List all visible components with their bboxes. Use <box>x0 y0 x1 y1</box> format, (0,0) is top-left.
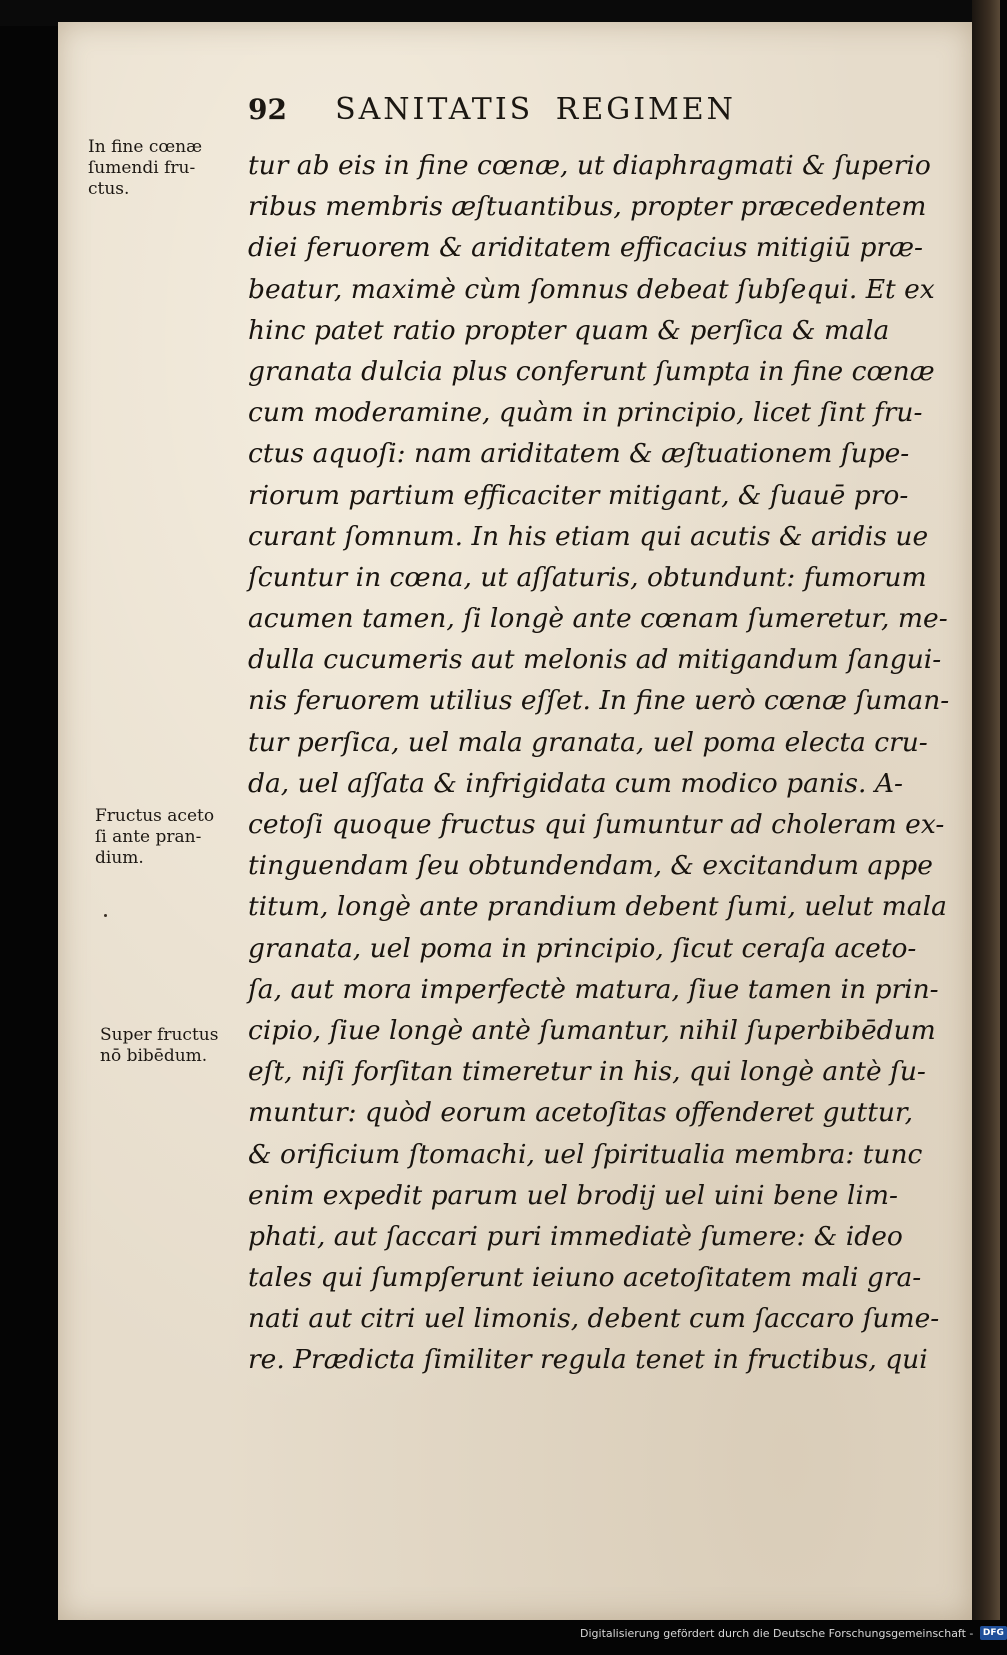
text-line: enim expedit parum uel brodij uel uini bene lim- <box>248 1179 898 1211</box>
text-line: curant ſomnum. In his etiam qui acutis & aridis ue <box>248 520 929 552</box>
dfg-logo-icon[interactable]: DFG <box>980 1626 1007 1640</box>
margin-note-line: Fructus aceto <box>95 806 215 826</box>
text-line: ſcuntur in cœna, ut aſſaturis, obtundunt: fumorum <box>248 561 927 593</box>
margin-note-line: ctus. <box>88 179 130 199</box>
text-line: eſt, niſi forſitan timeretur in his, qui longè antè ſu- <box>248 1056 926 1088</box>
page-number: 92 <box>248 93 287 126</box>
text-line: diei feruorem & ariditatem efficacius mitigiū præ- <box>248 232 923 264</box>
text-line: cum moderamine, quàm in principio, licet ſint fru- <box>248 397 923 429</box>
running-head-title: SANITATIS REGIMEN <box>335 92 736 127</box>
margin-note-super-fructus <box>100 1025 265 1067</box>
margin-note-line: ſi ante pran- <box>95 827 202 847</box>
text-line: tinguendam ſeu obtundendam, & excitandum appe <box>248 850 933 882</box>
text-line: da, uel aſſata & infrigidata cum modico panis. A- <box>248 767 903 799</box>
ink-speck <box>104 914 107 917</box>
digitization-credit <box>580 1626 1004 1648</box>
text-line: acumen tamen, ſi longè ante cœnam ſumeretur, me- <box>248 603 948 635</box>
margin-note-line: In fine cœnæ <box>88 137 203 157</box>
text-line: re. Prædicta ſimiliter regula tenet in fructibus, qui <box>248 1344 928 1376</box>
text-line: & orificium ſtomachi, uel ſpiritualia membra: tunc <box>248 1138 923 1170</box>
text-line: cipio, ſiue longè antè ſumantur, nihil ſuperbibēdum <box>248 1014 936 1046</box>
margin-note-fine-coenae <box>88 137 253 200</box>
text-line: nis feruorem utilius eſſet. In fine uerò cœnæ ſuman- <box>248 685 950 717</box>
text-line: tales qui ſumpſerunt ieiuno acetoſitatem mali gra- <box>248 1262 922 1294</box>
text-line: phati, aut ſaccari puri immediatè ſumere: & ideo <box>248 1220 903 1252</box>
running-head <box>248 92 868 140</box>
text-line: ribus membris æſtuantibus, propter præcedentem <box>248 191 927 223</box>
text-line: tur perſica, uel mala granata, uel poma electa cru- <box>248 726 928 758</box>
margin-note-line: ſumendi fru- <box>88 158 196 178</box>
main-text-block <box>248 145 950 1381</box>
margin-note-line: Super fructus <box>100 1025 219 1045</box>
margin-note-fructus-aceto <box>95 806 260 869</box>
text-line: nati aut citri uel limonis, debent cum ſaccaro ſume- <box>248 1303 940 1335</box>
text-line: beatur, maximè cùm ſomnus debeat ſubſequi. Et ex <box>248 273 935 305</box>
book-edge-strip <box>972 0 1000 1620</box>
text-line: hinc patet ratio propter quam & perſica & mala <box>248 314 890 346</box>
text-line: dulla cucumeris aut melonis ad mitigandum ſangui- <box>248 644 942 676</box>
text-line: ctus aquoſi: nam ariditatem & æſtuationem ſupe- <box>248 438 910 470</box>
text-line: ſa, aut mora imperfectè matura, ſiue tamen in prin- <box>248 973 939 1005</box>
text-line: granata, uel poma in principio, ſicut ceraſa aceto- <box>248 932 917 964</box>
credit-text: Digitalisierung gefördert durch die Deutsche Forschungsgemeinschaft - <box>580 1626 974 1640</box>
text-line: muntur: quòd eorum acetoſitas offenderet guttur, <box>248 1097 914 1129</box>
text-line: titum, longè ante prandium debent ſumi, uelut mala <box>248 891 947 923</box>
text-line: riorum partium efficaciter mitigant, & ſuauē pro- <box>248 479 909 511</box>
text-line: tur ab eis in fine cœnæ, ut diaphragmati & ſuperio <box>248 150 931 181</box>
text-line: cetoſi quoque fructus qui ſumuntur ad choleram ex- <box>248 809 945 840</box>
margin-note-line: nō bibēdum. <box>100 1046 208 1066</box>
margin-note-line: dium. <box>95 848 144 868</box>
text-line: granata dulcia plus conferunt ſumpta in fine cœnæ <box>248 355 935 387</box>
